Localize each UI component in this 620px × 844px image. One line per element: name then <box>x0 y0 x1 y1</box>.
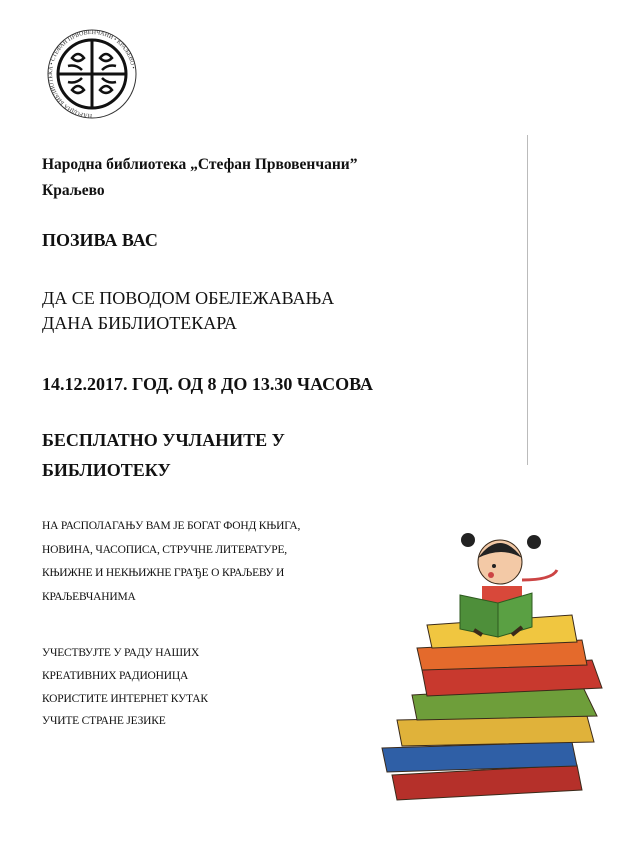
offer-line: БЕСПЛАТНО УЧЛАНИТЕ У <box>42 430 285 450</box>
activities-line: УЧЕСТВУЈТЕ У РАДУ НАШИХ <box>42 647 200 659</box>
activities-line: УЧИТЕ СТРАНЕ ЈЕЗИКЕ <box>42 715 166 727</box>
library-name: Народна библиотека „Стефан Првовенчани” <box>42 156 358 173</box>
invite-heading: ПОЗИВА ВАС <box>42 230 158 250</box>
resources-line: НА РАСПОЛАГАЊУ ВАМ ЈЕ БОГАТ ФОНД КЊИГА, <box>42 520 301 532</box>
svg-text:НАРОДНА БИБЛИОТЕКА • СТЕФАН ПР: НАРОДНА БИБЛИОТЕКА • СТЕФАН ПРВОВЕНЧАНИ • КРАЉЕВО • <box>48 29 136 119</box>
activities-line: КОРИСТИТЕ ИНТЕРНЕТ КУТАК <box>42 693 208 705</box>
resources-line: КЊИЖНЕ И НЕКЊИЖНЕ ГРАЂЕ О КРАЉЕВУ И <box>42 567 285 579</box>
activities-line: КРЕАТИВНИХ РАДИОНИЦА <box>42 670 189 682</box>
library-logo-seal <box>46 28 138 120</box>
city-name: Краљево <box>42 182 105 199</box>
event-datetime: 14.12.2017. ГОД. ОД 8 ДО 13.30 ЧАСОВА <box>42 374 374 394</box>
occasion-line: ДАНА БИБЛИОТЕКАРА <box>42 313 237 333</box>
occasion-line: ДА СЕ ПОВОДОМ ОБЕЛЕЖАВАЊА <box>42 288 335 308</box>
resources-line: НОВИНА, ЧАСОПИСА, СТРУЧНЕ ЛИТЕРАТУРЕ, <box>42 544 287 556</box>
divider-line <box>527 135 528 465</box>
resources-line: КРАЉЕВЧАНИМА <box>42 591 136 603</box>
girl-reading-on-books-illustration <box>372 520 612 810</box>
offer-line: БИБЛИОТЕКУ <box>42 460 171 480</box>
